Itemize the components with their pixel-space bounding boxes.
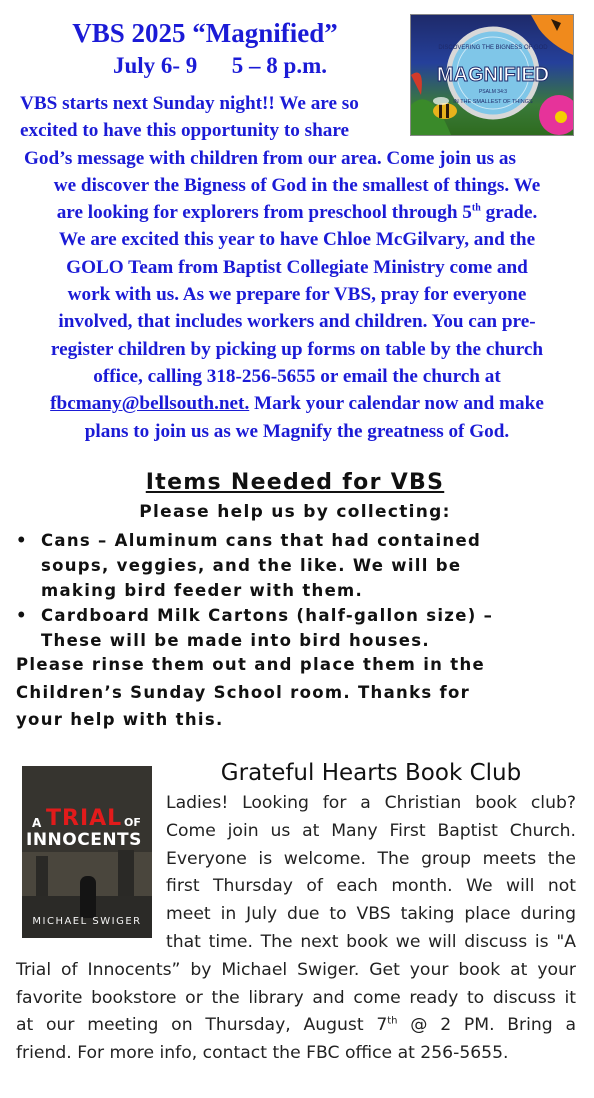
items-note bbox=[16, 651, 588, 734]
book-line: Come join us at Many First Baptist Church. bbox=[166, 820, 576, 841]
list-item-line: These will be made into bird houses. bbox=[41, 631, 430, 650]
book-line: Everyone is welcome. The group meets the bbox=[166, 848, 576, 869]
cover-word-of: OF bbox=[124, 816, 141, 829]
book-line: first Thursday of each month. We will not bbox=[166, 876, 576, 897]
list-item-line: Cardboard Milk Cartons (half-gallon size) – bbox=[41, 606, 494, 625]
book-club-title: Grateful Hearts Book Club bbox=[220, 760, 522, 786]
cover-word-innocents: INNOCENTS bbox=[26, 830, 142, 850]
grade-tail: grade. bbox=[480, 202, 538, 224]
email-tail: Mark your calendar now and make bbox=[249, 393, 544, 415]
list-item-line: making bird feeder with them. bbox=[41, 581, 364, 600]
note-line: your help with this. bbox=[16, 710, 224, 729]
church-email-link[interactable]: fbcmany@bellsouth.net. bbox=[50, 393, 250, 415]
list-item-cans bbox=[16, 528, 588, 603]
book-meeting-line bbox=[16, 1012, 576, 1040]
meeting-text: at our meeting on Thursday, August 7 bbox=[16, 1015, 388, 1036]
grade-superscript: th bbox=[471, 202, 481, 214]
book-line: meet in July due to VBS taking place during bbox=[166, 904, 576, 925]
list-item-line: Cans – Aluminum cans that had contained bbox=[41, 531, 482, 550]
vbs-line: are looking for explorers from preschool through 5 bbox=[56, 202, 472, 224]
logo-verse: PSALM 34:3 bbox=[478, 89, 508, 95]
book-final-line: friend. For more info, contact the FBC office at 256-5655. bbox=[16, 1043, 509, 1064]
bullet-icon: • bbox=[16, 531, 28, 550]
book-line: favorite bookstore or the library and come ready to discuss it bbox=[16, 987, 576, 1008]
cover-author: MICHAEL SWIGER bbox=[32, 916, 142, 927]
bullet-icon: • bbox=[16, 606, 28, 625]
list-item-line: soups, veggies, and the like. We will be bbox=[41, 556, 462, 575]
meeting-superscript: th bbox=[387, 1015, 398, 1027]
list-item-milk-cartons bbox=[16, 603, 588, 653]
logo-word: MAGNIFIED bbox=[436, 64, 550, 86]
vbs-line: excited to have this opportunity to share bbox=[20, 120, 350, 142]
vbs-line: VBS starts next Sunday night!! We are so bbox=[20, 93, 359, 114]
vbs-dates: July 6- 9 5 – 8 p.m. bbox=[112, 53, 328, 78]
note-line: Children’s Sunday School room. Thanks for bbox=[16, 682, 471, 702]
note-line: Please rinse them out and place them in the bbox=[16, 655, 485, 674]
vbs-line-email bbox=[8, 390, 586, 417]
vbs-line: God’s message with children from our area. Come join us as bbox=[24, 147, 516, 169]
logo-ring-bottom: IN THE SMALLEST OF THINGS bbox=[453, 99, 533, 105]
items-subtitle: Please help us by collecting: bbox=[139, 502, 451, 522]
vbs-announcement bbox=[8, 90, 586, 445]
vbs-line: work with us. As we prepare for VBS, pray for everyone bbox=[67, 284, 527, 306]
meeting-tail: @ 2 PM. Bring a bbox=[397, 1015, 576, 1036]
cover-word-a: A bbox=[32, 816, 42, 830]
book-line: Trial of Innocents” by Michael Swiger. Get your book at your bbox=[16, 959, 576, 980]
vbs-title: VBS 2025 “Magnified” bbox=[72, 18, 338, 48]
book-line: that time. The next book we will discuss is "A bbox=[166, 931, 576, 952]
vbs-line: GOLO Team from Baptist Collegiate Ministry come and bbox=[66, 256, 528, 278]
cover-word-trial: TRIAL bbox=[46, 806, 123, 831]
book-line: Ladies! Looking for a Christian book club? bbox=[166, 793, 576, 813]
vbs-line: We are excited this year to have Chloe McGilvary, and the bbox=[58, 229, 536, 251]
vbs-line-grade bbox=[8, 199, 586, 226]
vbs-closing-line: plans to join us as we Magnify the greatness of God. bbox=[84, 420, 510, 442]
logo-ring-top: DISCOVERING THE BIGNESS OF GOD bbox=[438, 45, 548, 51]
vbs-line: office, calling 318-256-5655 or email the church at bbox=[93, 365, 501, 387]
book-club-body bbox=[16, 790, 576, 1068]
vbs-line: involved, that includes workers and children. You can pre- bbox=[58, 311, 536, 333]
items-list bbox=[16, 528, 588, 653]
vbs-line: register children by picking up forms on table by the church bbox=[50, 338, 544, 360]
vbs-line: we discover the Bigness of God in the smallest of things. We bbox=[53, 174, 541, 196]
items-title: Items Needed for VBS bbox=[145, 470, 445, 495]
